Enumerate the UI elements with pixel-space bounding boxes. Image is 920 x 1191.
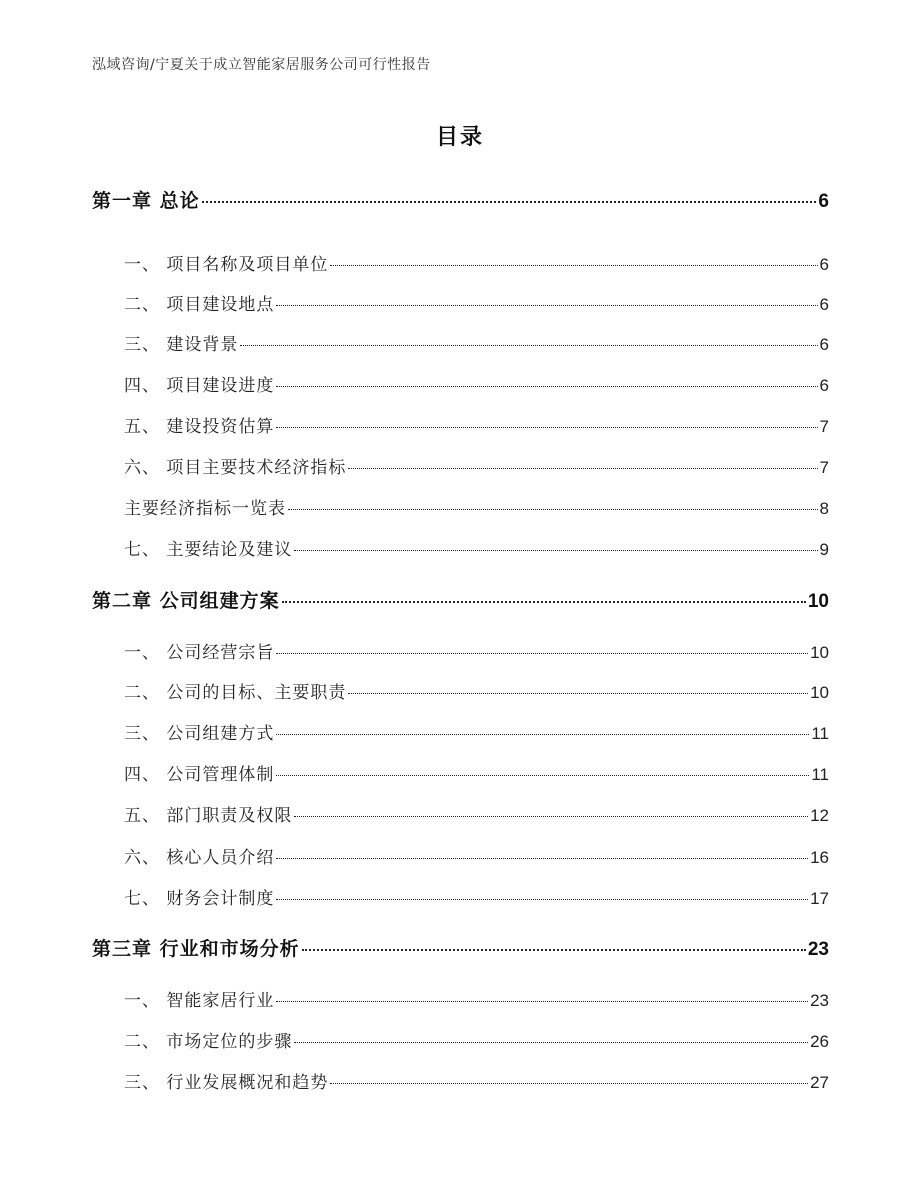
toc-entry-label: 第一章 总论: [92, 190, 200, 212]
toc-entry-label: 主要经济指标一览表: [124, 499, 286, 519]
toc-entry-label: 七、 主要结论及建议: [124, 540, 293, 560]
dot-leader: [288, 509, 818, 510]
toc-section-entry[interactable]: [124, 638, 829, 663]
dot-leader: [276, 775, 809, 776]
toc-entry-label: 一、 智能家居行业: [124, 991, 275, 1011]
dot-leader: [348, 693, 808, 694]
dot-leader: [294, 816, 808, 817]
running-header: 泓域咨询/宁夏关于成立智能家居服务公司可行性报告: [92, 57, 431, 73]
toc-entry-label: 七、 财务会计制度: [124, 889, 275, 909]
toc-section-entry[interactable]: [124, 843, 829, 868]
toc-page-number: 10: [810, 643, 829, 662]
dot-leader: [276, 899, 808, 900]
dot-leader: [276, 386, 817, 387]
toc-page-number: 9: [819, 540, 829, 559]
toc-section-entry[interactable]: [124, 1068, 829, 1093]
toc-entry-label: 一、 公司经营宗旨: [124, 643, 275, 663]
toc-entry-label: 二、 项目建设地点: [124, 295, 275, 315]
toc-page-number: 27: [810, 1073, 829, 1092]
dot-leader: [282, 601, 806, 603]
toc-section-entry[interactable]: [124, 371, 829, 396]
toc-entry-label: 四、 公司管理体制: [124, 765, 275, 785]
toc-section-entry[interactable]: [124, 1027, 829, 1052]
toc-entry-label: 三、 建设背景: [124, 335, 239, 355]
page-title: 目录: [435, 125, 484, 150]
dot-leader: [294, 1042, 808, 1043]
toc-section-entry[interactable]: [124, 494, 829, 519]
toc-section-entry[interactable]: [124, 884, 829, 909]
dot-leader: [302, 949, 806, 951]
toc-page-number: 26: [810, 1032, 829, 1051]
toc-chapter-entry[interactable]: [92, 934, 829, 961]
toc-section-entry[interactable]: [124, 801, 829, 826]
dot-leader: [240, 345, 817, 346]
toc-section-entry[interactable]: [124, 412, 829, 437]
toc-section-entry[interactable]: [124, 535, 829, 560]
toc-page-number: 6: [819, 295, 829, 314]
toc-entry-label: 三、 公司组建方式: [124, 724, 275, 744]
dot-leader: [276, 858, 808, 859]
toc-entry-label: 第三章 行业和市场分析: [92, 938, 300, 960]
toc-page-number: 16: [810, 848, 829, 867]
toc-entry-label: 三、 行业发展概况和趋势: [124, 1073, 329, 1093]
toc-section-entry[interactable]: [124, 453, 829, 478]
toc-entry-label: 二、 市场定位的步骤: [124, 1032, 293, 1052]
toc-entry-label: 六、 项目主要技术经济指标: [124, 458, 347, 478]
toc-section-entry[interactable]: [124, 250, 829, 275]
toc-entry-label: 一、 项目名称及项目单位: [124, 255, 329, 275]
toc-section-entry[interactable]: [124, 290, 829, 315]
toc-page-number: 7: [819, 417, 829, 436]
toc-page-number: 6: [819, 376, 829, 395]
toc-section-entry[interactable]: [124, 719, 829, 744]
toc-entry-label: 四、 项目建设进度: [124, 376, 275, 396]
toc-page-number: 7: [819, 458, 829, 477]
toc-section-entry[interactable]: [124, 986, 829, 1011]
toc-chapter-entry[interactable]: [92, 186, 829, 213]
dot-leader: [202, 201, 817, 203]
toc-chapter-entry[interactable]: [92, 586, 829, 613]
toc-section-entry[interactable]: [124, 330, 829, 355]
toc-page-number: 10: [807, 591, 829, 612]
dot-leader: [276, 305, 817, 306]
dot-leader: [348, 468, 817, 469]
dot-leader: [294, 550, 817, 551]
toc-entry-label: 五、 部门职责及权限: [124, 806, 293, 826]
dot-leader: [276, 653, 808, 654]
toc-page-number: 6: [819, 255, 829, 274]
toc-entry-label: 六、 核心人员介绍: [124, 848, 275, 868]
dot-leader: [330, 265, 817, 266]
dot-leader: [330, 1083, 808, 1084]
toc-page-number: 11: [811, 724, 829, 743]
toc-page-number: 6: [819, 335, 829, 354]
toc-page-number: 12: [810, 806, 829, 825]
toc-entry-label: 第二章 公司组建方案: [92, 590, 280, 612]
toc-entry-label: 五、 建设投资估算: [124, 417, 275, 437]
toc-page-number: 17: [810, 889, 829, 908]
toc-entry-label: 二、 公司的目标、主要职责: [124, 683, 347, 703]
toc-section-entry[interactable]: [124, 678, 829, 703]
dot-leader: [276, 734, 809, 735]
toc-page-number: 6: [818, 191, 829, 212]
toc-page-number: 8: [819, 499, 829, 518]
toc-page-number: 11: [811, 765, 829, 784]
toc-page-number: 10: [810, 683, 829, 702]
dot-leader: [276, 427, 817, 428]
toc-page-number: 23: [807, 939, 829, 960]
toc-page-number: 23: [810, 991, 829, 1010]
toc-section-entry[interactable]: [124, 760, 829, 785]
dot-leader: [276, 1001, 808, 1002]
